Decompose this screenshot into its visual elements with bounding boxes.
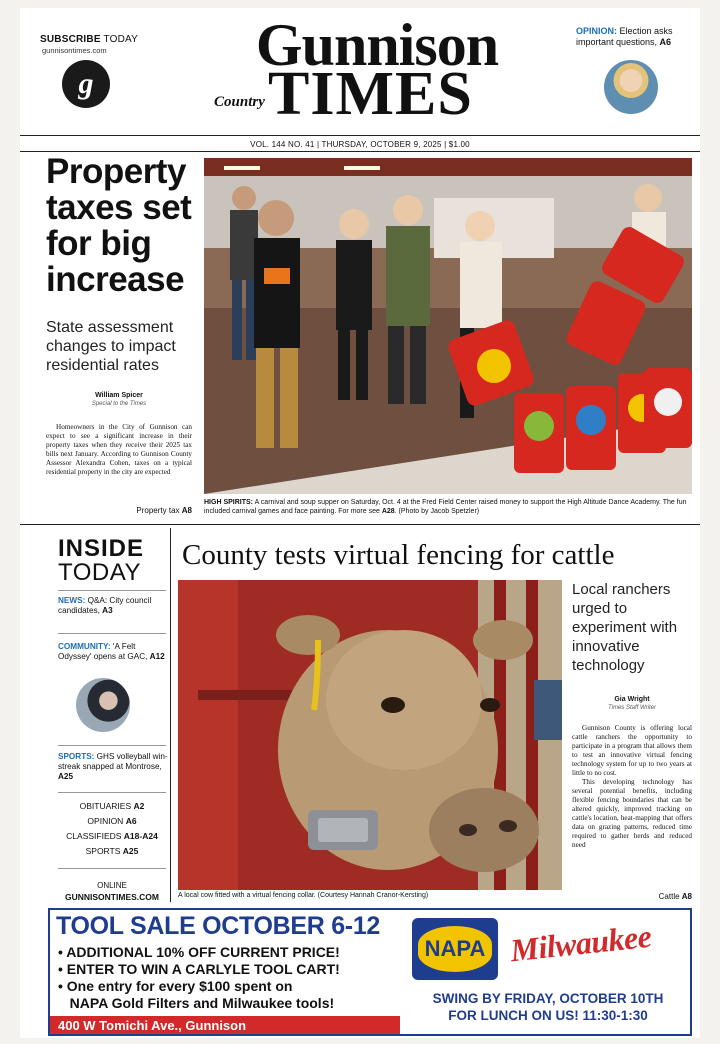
ad-bullet: NAPA Gold Filters and Milwaukee tools! bbox=[58, 995, 335, 1011]
cattle-body-paragraph: This developing technology has several potential benefits, including flexible fencing boundaries that can be altered quickly, improved tracking on cattle's location, heat-mapping that offers data on grazing patterns, reduced time required to gather herds and reduced need bbox=[572, 778, 692, 849]
index-label: OBITUARIES bbox=[79, 801, 134, 811]
inside-item-page: A25 bbox=[58, 772, 74, 781]
cattle-body-paragraph: Gunnison County is offering local cattle ranchers the opportunity to participate in a program that allows them to test an innovative virtual fencing technology system for up to two years at little to no cost. bbox=[572, 724, 692, 777]
ad-lunch-line2: FOR LUNCH ON US! 11:30-1:30 bbox=[448, 1008, 648, 1023]
tool-sale-ad[interactable] bbox=[48, 908, 692, 1036]
subscribe-url[interactable]: gunnisontimes.com bbox=[42, 46, 107, 55]
cow-photo-caption: A local cow fitted with a virtual fencing collar. (Courtesy Hannah Cranor-Kersting) bbox=[178, 892, 429, 899]
inside-divider bbox=[58, 868, 166, 869]
masthead-country: Country bbox=[214, 94, 265, 110]
index-obituaries[interactable] bbox=[58, 801, 166, 812]
opinion-columnist-photo bbox=[604, 60, 658, 114]
caption-kicker: HIGH SPIRITS: bbox=[204, 499, 254, 506]
ad-bullet: • ADDITIONAL 10% OFF CURRENT PRICE! bbox=[58, 944, 340, 960]
opinion-kicker: OPINION: bbox=[576, 26, 618, 36]
ad-bullet: • One entry for every $100 spent on bbox=[58, 978, 293, 994]
carnival-photo-illustration bbox=[204, 158, 692, 494]
lead-jump-link[interactable] bbox=[120, 506, 192, 515]
ad-lunch-line1: SWING BY FRIDAY, OCTOBER 10TH bbox=[432, 991, 664, 1006]
index-classifieds[interactable] bbox=[58, 831, 166, 842]
sidebar-vertical-rule bbox=[170, 528, 171, 902]
index-label: SPORTS bbox=[85, 846, 123, 856]
inside-divider bbox=[58, 792, 166, 793]
ad-bullet: • ENTER TO WIN A CARLYLE TOOL CART! bbox=[58, 961, 340, 977]
cattle-jump-link[interactable] bbox=[620, 892, 692, 901]
cow-photo-illustration bbox=[178, 580, 562, 890]
inside-item-page: A3 bbox=[102, 606, 113, 615]
inside-item-text: 'A Felt Odyssey' opens at GAC, bbox=[58, 642, 150, 661]
lead-jump-page: A8 bbox=[181, 506, 192, 515]
cattle-jump-page: A8 bbox=[681, 892, 692, 901]
cattle-dek: Local ranchers urged to experiment with innovative technology bbox=[572, 581, 678, 674]
cattle-jump-label: Cattle bbox=[658, 892, 682, 901]
lead-headline[interactable]: Property taxes set for big increase bbox=[46, 152, 192, 299]
opinion-text: Election asks important questions, bbox=[576, 26, 673, 47]
opinion-teaser[interactable] bbox=[576, 26, 700, 48]
dateline: VOL. 144 NO. 41 | THURSDAY, OCTOBER 9, 2025 | $1.00 bbox=[250, 140, 470, 149]
masthead-title-line2: TIMES bbox=[268, 60, 473, 128]
inside-today-heading-1: INSIDE bbox=[58, 535, 145, 562]
inside-community-photo bbox=[76, 678, 130, 732]
index-page: A6 bbox=[125, 816, 137, 826]
subscribe-today: TODAY bbox=[100, 34, 139, 45]
newspaper-front-page bbox=[20, 8, 700, 1038]
lead-byline: William Spicer bbox=[95, 392, 143, 399]
masthead-title-line1: Gunnison bbox=[255, 12, 499, 78]
cattle-headline[interactable]: County tests virtual fencing for cattle bbox=[182, 539, 615, 571]
ad-lunch-promo bbox=[406, 990, 690, 1024]
lead-body-text: Homeowners in the City of Gunnison can expect to see a significant increase in their property taxes when they receive their 2025 tax bills next January. According to Gunnison County Assessor Alexandra Cohen, taxes on a typical residential property in the city are expected bbox=[46, 423, 192, 476]
index-opinion[interactable] bbox=[58, 816, 166, 827]
subscribe-promo[interactable] bbox=[40, 34, 138, 45]
caption-page-ref[interactable]: A28 bbox=[381, 508, 395, 515]
lead-jump-label: Property tax bbox=[136, 506, 182, 515]
carnival-photo-caption bbox=[204, 498, 692, 516]
cow-photo bbox=[178, 580, 562, 890]
online-label: ONLINE bbox=[97, 881, 127, 890]
cattle-body-text bbox=[572, 724, 692, 850]
ad-address: 400 W Tomichi Ave., Gunnison bbox=[50, 1016, 400, 1036]
section-rule bbox=[20, 524, 700, 525]
index-label: CLASSIFIEDS bbox=[66, 831, 124, 841]
online-url[interactable]: GUNNISONTIMES.COM bbox=[65, 892, 159, 902]
cattle-byline: Gia Wright bbox=[614, 696, 650, 703]
inside-item-text: Q&A: City council candidates, bbox=[58, 596, 152, 615]
inside-item-sports[interactable] bbox=[58, 752, 168, 782]
index-page: A18-A24 bbox=[123, 831, 158, 841]
lead-dek: State assessment changes to impact residential rates bbox=[46, 319, 176, 374]
inside-item-text: GHS volleyball win-streak snapped at Montrose, bbox=[58, 752, 168, 771]
cattle-byline-role: Times Staff Writer bbox=[608, 705, 656, 711]
inside-item-kicker: COMMUNITY: bbox=[58, 642, 111, 651]
milwaukee-logo: Milwaukee bbox=[508, 917, 653, 969]
napa-logo-text: NAPA bbox=[418, 926, 492, 972]
inside-item-page: A12 bbox=[149, 652, 165, 661]
subscribe-label: SUBSCRIBE bbox=[40, 34, 101, 45]
inside-item-kicker: NEWS: bbox=[58, 596, 86, 605]
index-label: OPINION bbox=[87, 816, 126, 826]
index-page: A2 bbox=[133, 801, 145, 811]
inside-divider bbox=[58, 590, 166, 591]
napa-logo bbox=[412, 918, 498, 980]
opinion-page: A6 bbox=[659, 37, 672, 47]
masthead-rule-top bbox=[20, 135, 700, 136]
inside-divider bbox=[58, 745, 166, 746]
inside-divider bbox=[58, 633, 166, 634]
g-logo-icon: g bbox=[62, 60, 110, 108]
caption-text: A carnival and soup supper on Saturday, Oct. 4 at the Fred Field Center raised money to support the High Altitude Dance Academy. The fun included carnival games and face painting. For more see bbox=[204, 499, 687, 515]
carnival-photo bbox=[204, 158, 692, 494]
caption-credit: . (Photo by Jacob Spetzler) bbox=[394, 508, 480, 515]
inside-item-news[interactable] bbox=[58, 596, 168, 616]
inside-item-kicker: SPORTS: bbox=[58, 752, 95, 761]
index-page: A25 bbox=[122, 846, 139, 856]
ad-title: TOOL SALE OCTOBER 6-12 bbox=[56, 912, 381, 940]
inside-item-community[interactable] bbox=[58, 642, 168, 662]
inside-today-heading-2: TODAY bbox=[58, 559, 141, 586]
lead-byline-role: Special to the Times bbox=[91, 401, 147, 407]
index-sports[interactable] bbox=[58, 846, 166, 857]
